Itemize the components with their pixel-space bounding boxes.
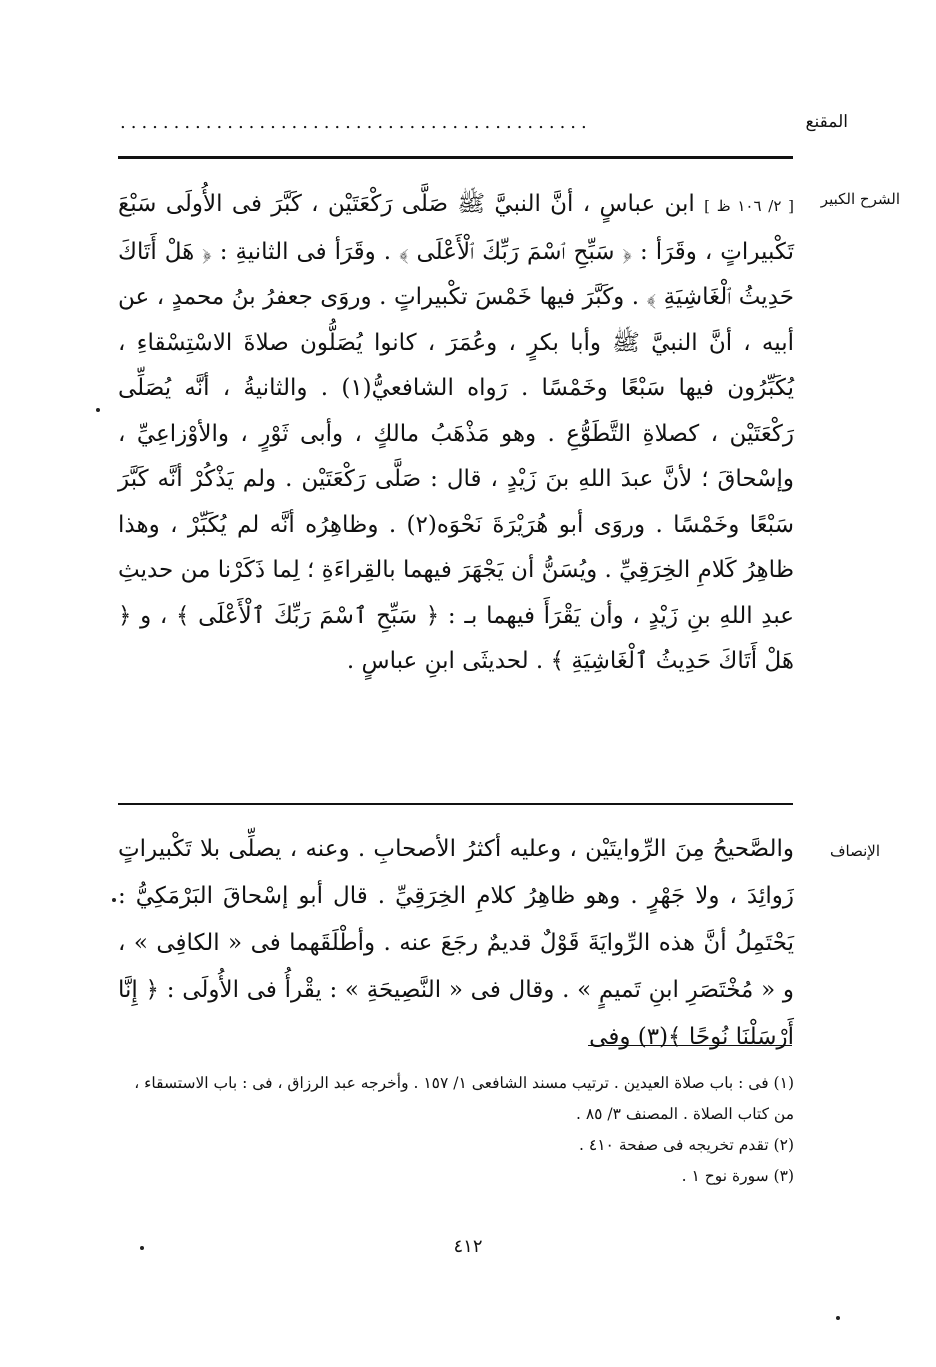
footnotes: [118, 1068, 794, 1192]
page-number: ٤١٢: [453, 1236, 483, 1257]
section-divider: [118, 803, 793, 805]
sharh-paragraph: [118, 182, 794, 685]
footnote-rule: [588, 1045, 792, 1046]
manuscript-ref-marker: [ ٢/ ١٠٦ ظ ]: [704, 197, 794, 215]
scan-speck: [140, 1246, 144, 1250]
insaf-text-block: [118, 826, 794, 1061]
scan-speck: [836, 1316, 840, 1320]
scan-speck: [96, 408, 100, 412]
running-header-dots: ............................................: [120, 112, 592, 133]
header-rule: [118, 156, 793, 159]
insaf-section-label: الإنصاف: [829, 842, 880, 860]
scan-speck: [112, 898, 116, 902]
footnote-2: (٢) تقدم تخريجه فى صفحة ٤١٠ .: [579, 1136, 794, 1154]
running-header-title: المقنع: [805, 112, 848, 132]
insaf-paragraph: والصَّحيحُ مِنَ الرِّوايتَيْن ، وعليه أكثرُ الأصحابِ . وعنه ، يصلِّى بلا تَكْبيراتٍ زَوائِدَ ، ولا جَهْرٍ . وهو ظاهِرُ كلامِ الخِرَقِيِّ . قال أبو إسْحاقَ البَرْمَكِيُّ : يَحْتَمِلُ أنَّ هذه الرِّوايَةَ قَوْلٌ قديمٌ رجَعَ عنه . وأطْلَقَهما فى « الكافِى » ، و « مُخْتَصَرِ ابنِ تَميمٍ » . وقال فى « النَّصِيحَةِ » : يقْرأُ فى الأُولَى : ﴿ إِنَّا أَرْسَلْنَا نُوحًا ﴾(٣) وفى: [118, 836, 794, 1050]
sharh-text: ابن عباسٍ ، أنَّ النبيَّ ﷺ صَلَّى رَكْعَتَيْن ، كَبَّرَ فى الأُولَى سَبْعَ تَكْبيراتٍ ، وقَرَأ : ﴿ سَبِّحِ ٱسْمَ رَبِّكَ ٱلْأَعْلَى ﴾ . وقَرَأ فى الثانيةِ : ﴿ هَلْ أَتَاكَ حَدِيثُ ٱلْغَاشِيَةِ ﴾ . وكَبَّرَ فيها خَمْسَ تكْبيراتٍ . وروَى جعفرُ بنُ محمدٍ ، عن أبيه ، أنَّ النبيَّ ﷺ وأبا بكرٍ ، وعُمَرَ ، كانوا يُصَلُّون صلاةَ الاسْتِسْقاءِ ، يُكَبِّرُون فيها سَبْعًا وخَمْسًا . رَواه الشافعيُّ(١) . والثانيةُ ، أنَّه يُصَلِّى رَكْعَتَيْن ، كصلاةِ التَّطَوُّعِ . وهو مَذْهَبُ مالكٍ ، وأبى ثَوْرٍ ، والأوْزاعِيِّ ، وإسْحاقَ ؛ لأنَّ عبدَ اللهِ بنَ زَيْدٍ ، قال : صَلَّى رَكْعَتَيْن . ولم يَذْكُرْ أنَّه كَبَّرَ سَبْعًا وخَمْسًا . وروَى أبو هُرَيْرَةَ نَحْوَه(٢) . وظاهِرُه أنَّه لم يُكَبِّرْ ، وهذا ظاهِرُ كَلامِ الخِرَقِيِّ . ويُسَنُّ أن يَجْهَرَ فيهما بالقِراءَةِ ؛ لِما ذَكَرْنا من حديثِ عبدِ اللهِ بنِ زَيْدٍ ، وأن يَقْرَأَ فيهما بـ : ﴿ سَبِّحِ ٱسْمَ رَبِّكَ ٱلْأَعْلَى ﴾ ، و ﴿ هَلْ أَتَاكَ حَدِيثُ ٱلْغَاشِيَةِ ﴾ . لحديثَى ابنِ عباسٍ .: [118, 191, 794, 674]
footnote-3: (٣) سورة نوح ١ .: [681, 1167, 794, 1185]
sharh-section-label: الشرح الكبير: [820, 190, 900, 208]
sharh-text-block: [118, 182, 794, 685]
footnote-1: (١) فى : باب صلاة العيدين . ترتيب مسند الشافعى ١/ ١٥٧ . وأخرجه عبد الرزاق ، فى : باب الاستسقاء ، من كتاب الصلاة . المصنف ٣/ ٨٥ .: [134, 1074, 794, 1123]
